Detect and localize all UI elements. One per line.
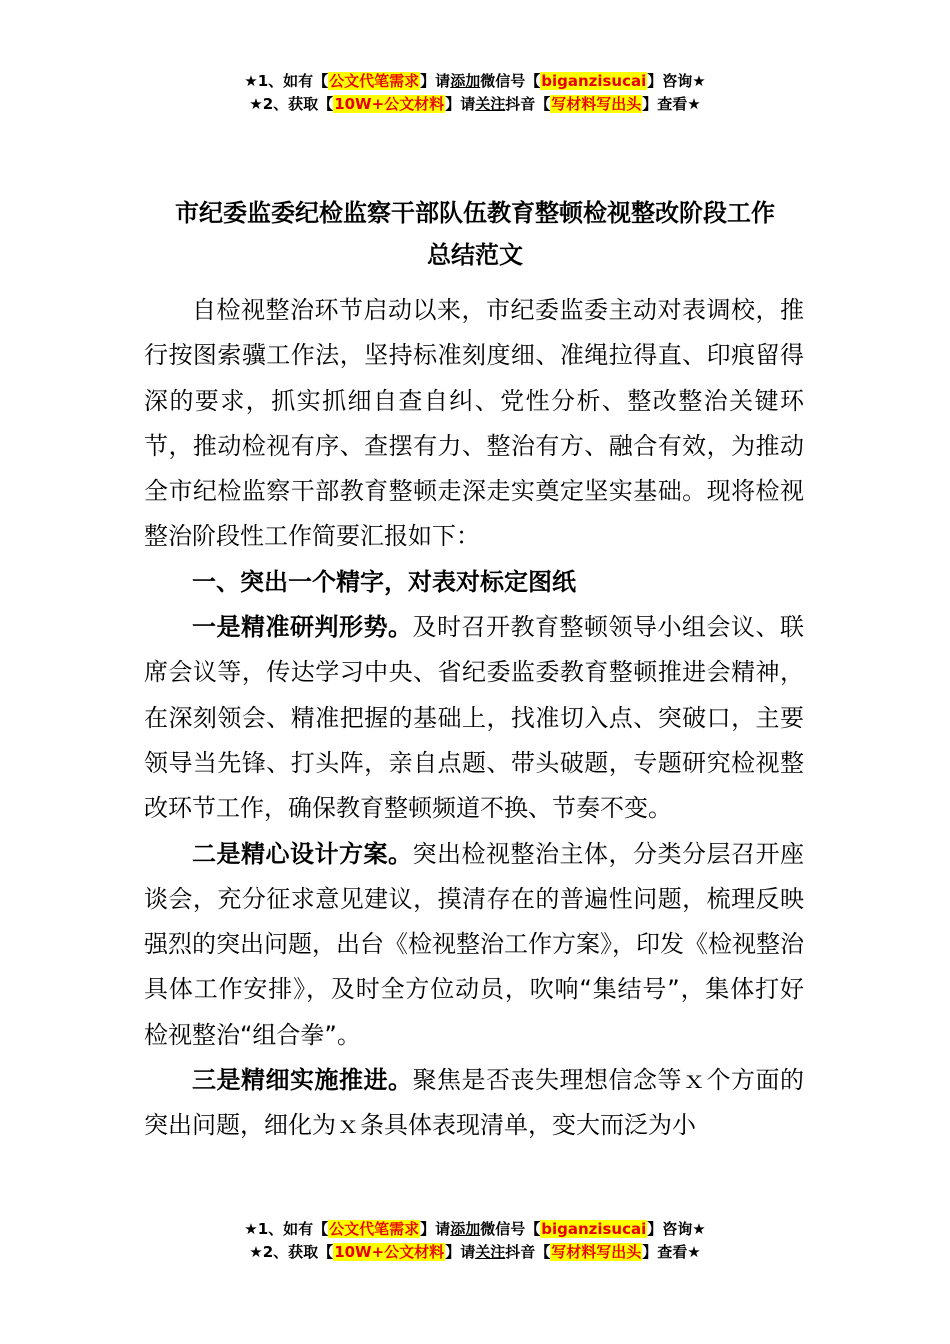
paragraph-1-lead: 一是精准研判形势。: [192, 613, 413, 642]
promo-banner-bottom: [0, 1218, 950, 1264]
highlight-materials: 10W+公文材料: [334, 95, 445, 113]
paragraph-2-text: 突出检视整治主体，分类分层召开座谈会，充分征求意见建议，摸清存在的普遍性问题，梳理反映强烈的突出问题，出台《检视整治工作方案》，印发《检视整治具体工作安排》，及时全方位动员，吹响“集结号”，集体打好检视整治“组合拳”。: [144, 839, 804, 1049]
highlight-materials: 10W+公文材料: [334, 1243, 445, 1261]
promo-line-2: ★2、获取【10W+公文材料】请关注抖音【写材料写出头】查看★: [249, 1243, 701, 1261]
paragraph-3-text: 聚焦是否丧失理想信念等ｘ个方面的突出问题，细化为ｘ条具体表现清单，变大而泛为小: [144, 1066, 804, 1140]
highlight-douyin-account: 写材料写出头: [551, 95, 642, 113]
paragraph-3-lead: 三是精细实施推进。: [192, 1066, 413, 1095]
paragraph-1: [144, 605, 804, 831]
paragraph-2: [144, 832, 804, 1058]
highlight-service: 公文代笔需求: [329, 72, 420, 90]
paragraph-3: [144, 1058, 804, 1149]
promo-line-2: ★2、获取【10W+公文材料】请关注抖音【写材料写出头】查看★: [249, 95, 701, 113]
highlight-douyin-account: 写材料写出头: [551, 1243, 642, 1261]
highlight-wechat-id: biganzisucai: [541, 1220, 647, 1238]
highlight-service: 公文代笔需求: [329, 1220, 420, 1238]
paragraph-2-lead: 二是精心设计方案。: [192, 839, 413, 868]
paragraph-1-text: 及时召开教育整顿领导小组会议、联席会议等，传达学习中央、省纪委监委教育整顿推进会精神，在深刻领会、精准把握的基础上，找准切入点、突破口，主要领导当先锋、打头阵，亲自点题、带头破题，专题研究检视整改环节工作，确保教育整顿频道不换、节奏不变。: [144, 613, 804, 823]
section-heading-1: 一、突出一个精字，对表对标定图纸: [192, 567, 576, 596]
document-body: [144, 288, 804, 1149]
promo-line-1: ★1、如有【公文代笔需求】请添加微信号【biganzisucai】咨询★: [244, 1220, 706, 1238]
document-title: [0, 192, 950, 276]
intro-paragraph: 自检视整治环节启动以来，市纪委监委主动对表调校，推行按图索骥工作法，坚持标准刻度细、准绳拉得直、印痕留得深的要求，抓实抓细自查自纠、党性分析、整改整治关键环节，推动检视有序、查摆有力、整治有方、融合有效，为推动全市纪检监察干部教育整顿走深走实奠定坚实基础。现将检视整治阶段性工作简要汇报如下：: [144, 296, 804, 551]
title-line-2: 总结范文: [427, 241, 523, 269]
highlight-wechat-id: biganzisucai: [541, 72, 647, 90]
promo-banner-top: [0, 70, 950, 116]
title-line-1: 市纪委监委纪检监察干部队伍教育整顿检视整改阶段工作: [175, 199, 775, 227]
promo-line-1: ★1、如有【公文代笔需求】请添加微信号【biganzisucai】咨询★: [244, 72, 706, 90]
